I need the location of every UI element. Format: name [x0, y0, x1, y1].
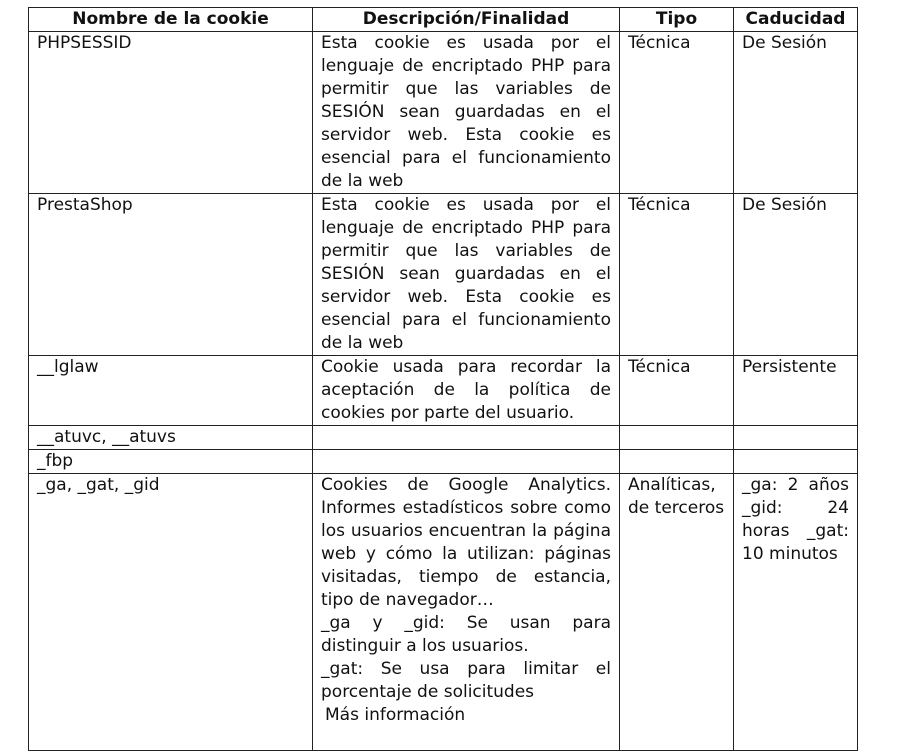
cookie-name: _fbp: [29, 450, 313, 474]
cookie-name: PHPSESSID: [29, 32, 313, 194]
header-type: Tipo: [620, 8, 734, 32]
cookie-type: [620, 426, 734, 450]
cookie-description: [313, 426, 620, 450]
cookie-type: Analíticas, de terceros: [620, 474, 734, 751]
cookie-name: __lglaw: [29, 356, 313, 426]
cookie-expiry: De Sesión: [734, 32, 858, 194]
header-expiry: Caducidad: [734, 8, 858, 32]
table-row: [29, 32, 858, 194]
table-body: [29, 32, 858, 751]
cookie-description: Esta cookie es usada por el lenguaje de encriptado PHP para permitir que las variables de SESIÓN sean guardadas en el servidor web. Esta cookie es esencial para el funcionamiento de la web: [313, 32, 620, 194]
cookie-description: [313, 450, 620, 474]
cookie-type: [620, 450, 734, 474]
table-row: [29, 474, 858, 751]
table-row: [29, 356, 858, 426]
description-paragraph: _ga y _gid: Se usan para distinguir a los usuarios.: [321, 613, 611, 656]
header-name: Nombre de la cookie: [29, 8, 313, 32]
table-row: [29, 194, 858, 356]
cookie-name: _ga, _gat, _gid: [29, 474, 313, 751]
description-paragraph: Cookies de Google Analytics. Informes estadísticos sobre como los usuarios encuentran la página web y cómo la utilizan: páginas visitadas, tiempo de estancia, tipo de navegador…: [321, 475, 611, 610]
table-row: [29, 450, 858, 474]
cookie-type: Técnica: [620, 32, 734, 194]
table-header: [29, 8, 858, 32]
table-row: [29, 426, 858, 450]
cookie-type: Técnica: [620, 356, 734, 426]
cookie-name: __atuvc, __atuvs: [29, 426, 313, 450]
cookie-expiry: [734, 426, 858, 450]
cookie-description: [313, 474, 620, 751]
cookie-expiry: Persistente: [734, 356, 858, 426]
cookie-description: Esta cookie es usada por el lenguaje de encriptado PHP para permitir que las variables de SESIÓN sean guardadas en el servidor web. Esta cookie es esencial para el funcionamiento de la web: [313, 194, 620, 356]
cookie-type: Técnica: [620, 194, 734, 356]
cookie-expiry: De Sesión: [734, 194, 858, 356]
cookies-table: [28, 7, 858, 751]
header-description: Descripción/Finalidad: [313, 8, 620, 32]
cookie-name: PrestaShop: [29, 194, 313, 356]
cookie-description: Cookie usada para recordar la aceptación de la política de cookies por parte del usuario.: [313, 356, 620, 426]
cookie-expiry: [734, 450, 858, 474]
description-paragraph: _gat: Se usa para limitar el porcentaje de solicitudes: [321, 659, 611, 702]
header-row: [29, 8, 858, 32]
more-info-text: Más información: [325, 705, 466, 725]
cookie-expiry: _ga: 2 años _gid: 24 horas _gat: 10 minutos: [734, 474, 858, 751]
